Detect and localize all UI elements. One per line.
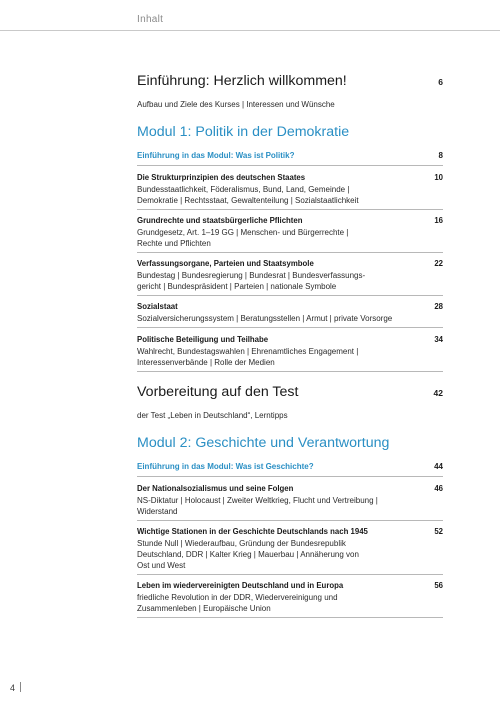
toc-entry-detail: Zusammenleben | Europäische Union — [137, 604, 271, 613]
modul1-intro-label: Einführung in das Modul: Was ist Politik? — [137, 151, 295, 160]
intro-title: Einführung: Herzlich willkommen! — [137, 73, 347, 89]
page-number — [10, 682, 21, 693]
intro-subtitle: Aufbau und Ziele des Kurses | Interessen und Wünsche — [137, 100, 335, 109]
toc-entry-heading — [137, 258, 443, 270]
toc-entry-detail: Rechte und Pflichten — [137, 239, 211, 248]
toc-entry-title: Verfassungsorgane, Parteien und Staatsymbole — [137, 259, 314, 268]
toc-entry-page: 22 — [434, 259, 443, 268]
intro-section — [137, 72, 443, 110]
toc-entry[interactable] — [137, 301, 443, 328]
toc-entry-title: Leben im wiedervereinigten Deutschland und in Europa — [137, 581, 344, 590]
toc-entry[interactable] — [137, 334, 443, 372]
modul1-intro[interactable] — [137, 150, 443, 166]
toc-entry-title: Grundrechte und staatsbürgerliche Pflichten — [137, 216, 303, 225]
modul2-intro[interactable] — [137, 461, 443, 477]
toc-entry-title: Politische Beteiligung und Teilhabe — [137, 335, 269, 344]
page-number-value: 4 — [10, 683, 16, 693]
toc-entry[interactable] — [137, 526, 443, 575]
toc-entry-page: 46 — [434, 484, 443, 493]
toc-entry[interactable] — [137, 580, 443, 618]
modul1-section — [137, 123, 443, 372]
intro-heading[interactable] — [137, 72, 443, 91]
toc-entry-detail: Demokratie | Rechtsstaat, Gewaltenteilung | Sozialstaatlichkeit — [137, 196, 359, 205]
toc-entry[interactable] — [137, 215, 443, 253]
toc-entry-detail: friedliche Revolution in der DDR, Wiedervereinigung und — [137, 593, 338, 602]
modul2-intro-page: 44 — [434, 462, 443, 471]
toc-entry-heading — [137, 215, 443, 227]
toc-entry-heading — [137, 483, 443, 495]
test-title: Vorbereitung auf den Test — [137, 384, 299, 400]
toc-entry[interactable] — [137, 172, 443, 210]
toc-entry-title: Sozialstaat — [137, 302, 178, 311]
toc-entry-detail: Wahlrecht, Bundestagswahlen | Ehrenamtliches Engagement | — [137, 347, 359, 356]
test-section — [137, 383, 443, 421]
modul1-title: Modul 1: Politik in der Demokratie — [137, 124, 350, 140]
toc-entry-detail: gericht | Bundespräsident | Parteien | nationale Symbole — [137, 282, 337, 291]
toc-entry[interactable] — [137, 258, 443, 296]
toc-entry[interactable] — [137, 483, 443, 521]
toc-entry-detail: Grundgesetz, Art. 1–19 GG | Menschen- und Bürgerrechte | — [137, 228, 349, 237]
toc-entry-title: Die Strukturprinzipien des deutschen Staates — [137, 173, 306, 182]
toc-entry-detail: Stunde Null | Wiederaufbau, Gründung der Bundesrepublik — [137, 539, 346, 548]
toc-entry-heading — [137, 301, 443, 313]
toc-entry-page: 52 — [434, 527, 443, 536]
toc-entry-detail: Ost und West — [137, 561, 186, 570]
test-page: 42 — [433, 388, 443, 398]
toc-entry-detail: Bundesstaatlichkeit, Föderalismus, Bund, Land, Gemeinde | — [137, 185, 350, 194]
toc-entry-title: Der Nationalsozialismus und seine Folgen — [137, 484, 294, 493]
intro-page: 6 — [438, 77, 443, 87]
page-number-divider — [20, 682, 21, 692]
toc-entry-title: Wichtige Stationen in der Geschichte Deutschlands nach 1945 — [137, 527, 368, 536]
modul2-entries — [137, 483, 443, 618]
test-subtitle: der Test „Leben in Deutschland“, Lerntipps — [137, 411, 288, 420]
toc-entry-detail: Sozialversicherungssystem | Beratungsstellen | Armut | private Vorsorge — [137, 314, 393, 323]
toc-entry-page: 10 — [434, 173, 443, 182]
toc-entry-detail: Deutschland, DDR | Kalter Krieg | Mauerbau | Annäherung von — [137, 550, 359, 559]
toc-entry-heading — [137, 526, 443, 538]
toc-entry-page: 56 — [434, 581, 443, 590]
modul2-intro-label: Einführung in das Modul: Was ist Geschichte? — [137, 462, 314, 471]
modul1-intro-page: 8 — [438, 151, 443, 160]
toc-entry-heading — [137, 580, 443, 592]
modul1-entries — [137, 172, 443, 372]
toc-entry-heading — [137, 334, 443, 346]
toc-entry-page: 34 — [434, 335, 443, 344]
toc-entry-detail: Interessenverbände | Rolle der Medien — [137, 358, 275, 367]
test-heading[interactable] — [137, 383, 443, 402]
toc-entry-detail: Widerstand — [137, 507, 178, 516]
toc-entry-detail: NS-Diktatur | Holocaust | Zweiter Weltkrieg, Flucht und Vertreibung | — [137, 496, 378, 505]
toc-entry-page: 16 — [434, 216, 443, 225]
toc-entry-heading — [137, 172, 443, 184]
header-label: Inhalt — [137, 14, 164, 25]
modul2-title: Modul 2: Geschichte und Verantwortung — [137, 435, 390, 451]
toc-entry-detail: Bundestag | Bundesregierung | Bundesrat | Bundesverfassungs- — [137, 271, 366, 280]
toc-entry-page: 28 — [434, 302, 443, 311]
header-divider — [0, 30, 500, 31]
modul2-section — [137, 434, 443, 618]
